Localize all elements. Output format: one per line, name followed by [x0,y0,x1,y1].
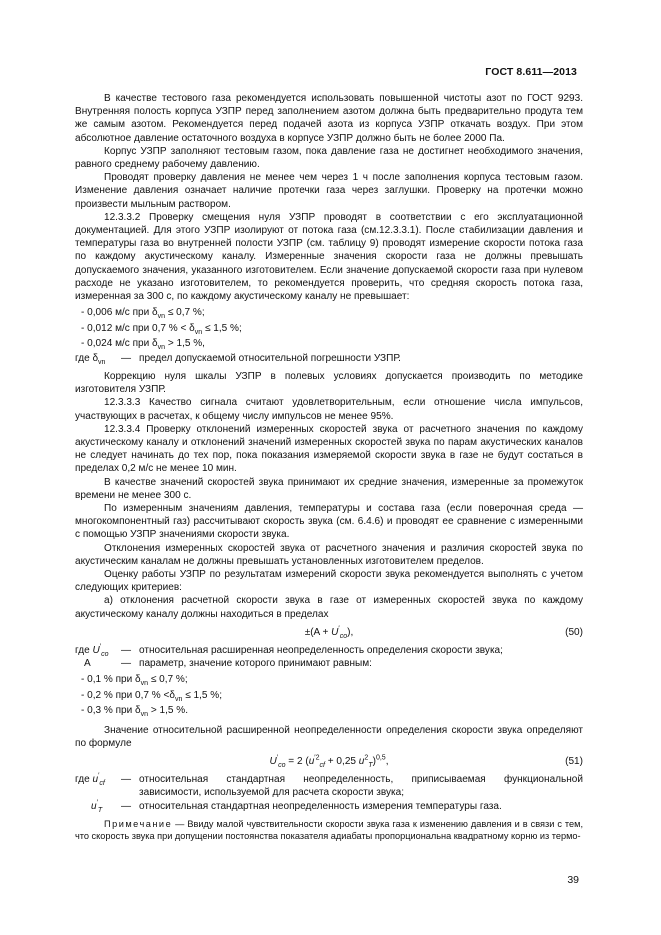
where-symbol: где $\delta_{vn}$ [75,352,106,366]
note-paragraph [75,818,583,842]
paragraph-pressure-check: Проводят проверку давления не менее чем через 1 ч после заполнения корпуса тестовым газом. Изменение давления означает наличие протечки газа через заглушки. Проверку на протечки можно произвести мыльным раствором. [75,172,583,210]
where-symbol: A [84,658,91,670]
where-ucf-definition: где $u'_{cf}$ — относительная стандартная неопределенность, приписываемая функциональной зависимости, используемой для расчета скорости звука; [75,772,583,799]
list-item: - 0,2 % при 0,7 % $<\delta_{vn} \le 1,5$ %; [81,689,223,703]
formula-number: (50) [565,626,583,638]
where-symbol: где $u'_{cf}$ [75,772,105,788]
list-item: - 0,012 м/с при 0,7 % < $\delta_{vn} \le 1,5$ %; [81,322,242,336]
list-item: - 0,3 % при $\delta_{vn} > 1,5$ %. [81,705,189,719]
paragraph-signal-quality: 12.3.3.3 Качество сигнала считают удовлетворительным, если отношение числа импульсов, участвующих в расчетах, к общему числу импульсов не менее 95%. [75,397,583,422]
where-symbol: где $U'_{co}$ [75,643,109,658]
where-ut-definition: $u'_T$ — относительная стандартная неопределенность измерения температуры газа. [75,800,583,813]
body-text [75,92,583,842]
parameter-a-values-list [75,672,583,719]
where-uco-definition: где $U'_{co}$ — относительная расширенная неопределенность определения скорости звука; [75,643,503,658]
standard-designation: ГОСТ 8.611—2013 [485,66,577,78]
paragraph-criterion-a: а) отклонения расчетной скорости звука в газе от измеренных скоростей звука по каждому акустическому каналу должны находиться в пределах [75,595,583,620]
formula-51 [75,752,583,771]
paragraph-deviation-limits: Отклонения измеренных скоростей звука от расчетного значения и различия скоростей звука по акустическим каналам не должны превышать установленных изготовителем пределов. [75,542,583,567]
zero-offset-limits-list [75,305,583,352]
where-a-definition: A — параметр, значение которого принимают равным: [75,657,583,670]
paragraph-zero-correction: Коррекцию нуля шкалы УЗПР в полевых условиях допускается производить по методике изготовителя УЗПР. [75,370,583,396]
formula-expression: $U'_{co} = 2$ ($u^{'2}_{cf} + 0,25$ $u^2_T)^{0,5}$, [269,754,389,770]
note-text: — Ввиду малой чувствительности скорости звука газа к изменению давления и в связи с тем, что скорость звука при допущении постоянства показателя адиабаты пропорциональна квадратному корню из термо- [75,818,583,841]
note-label: Примечание [104,818,173,829]
formula-50 [75,623,583,642]
paragraph-fill-body: Корпус УЗПР заполняют тестовым газом, пока давление газа не достигнет необходимого значения, равного среднему рабочему давлению. [75,145,583,171]
where-delta-definition: где $\delta_{vn}$ — предел допускаемой относительной погрешности УЗПР. [75,352,401,366]
paragraph-uncertainty-formula: Значение относительной расширенной неопределенности определения скорости звука определяют по формуле [75,724,583,749]
paragraph-criteria: Оценку работы УЗПР по результатам измерений скорости звука рекомендуется выполнять с учетом следующих критериев: [75,569,583,594]
page-number: 39 [567,874,579,886]
paragraph-calculation: По измеренным значениям давления, температуры и состава газа (если поверочная среда — многокомпонентный газ) рассчитывают скорость звука (см. 6.4.6) и проводят ее сравнение с измеренными с помощью УЗПР значениями скорости звука. [75,502,583,541]
list-item: - 0,1 % при $\delta_{vn} \le 0,7$ %; [81,674,188,688]
paragraph-sound-speed-check: 12.3.3.4 Проверку отклонений измеренных скоростей звука от расчетного значения по каждому акустическому каналу и отклонений значений измеренных скоростей звука по парам акустических каналов не следует начинать до тех пор, пока показания измеряемой скорости звука в газе не будут состаться в пределах 0,2 м/с не менее 10 мин. [75,423,583,475]
formula-number: (51) [565,756,583,768]
paragraph-test-gas: В качестве тестового газа рекомендуется использовать повышенной чистоты азот по ГОСТ 9293. Внутренняя полость корпуса УЗПР перед заполнением азотом должна быть предварительно продута тем же самым азотом. Рекомендуется перед подачей азота из корпуса УЗПР откачать воздух. При этом абсолютное давление остаточного воздуха в корпусе УЗПР должно быть не более 2000 Па. [75,93,583,144]
paragraph-mean-values: В качестве значений скоростей звука принимают их средние значения, измеренные за промежуток времени не менее 300 с. [75,476,583,501]
formula-expression: $\pm(A + U'_{co})$, [304,625,354,640]
where-symbol: $u'_T$ [91,799,103,814]
list-item: - 0,024 м/с при $\delta_{vn} > 1,5$ %, [81,338,205,352]
paragraph-zero-offset: 12.3.3.2 Проверку смещения нуля УЗПР проводят в соответствии с его эксплуатационной документацией. Для этого УЗПР изолируют от потока газа (см.12.3.3.1). После стабилизации давления и температуры газа во внутренней полости УЗПР (см. таблицу 9) проводят измерение скорости потока газа по каждому акустическому каналу. Измеренные значения скорости газа не должны превышать допускаемого значения, указанного изготовителем. Если значение допускаемой скорости газа при нулевом расходе не указано изготовителем, то рекомендуется проверить, что средняя скорость потока газа, измеренная за 300 с, по каждому акустическому каналу не превышает: [75,211,583,303]
list-item: - 0,006 м/с при $\delta_{vn} \le 0,7$ %; [81,307,205,321]
